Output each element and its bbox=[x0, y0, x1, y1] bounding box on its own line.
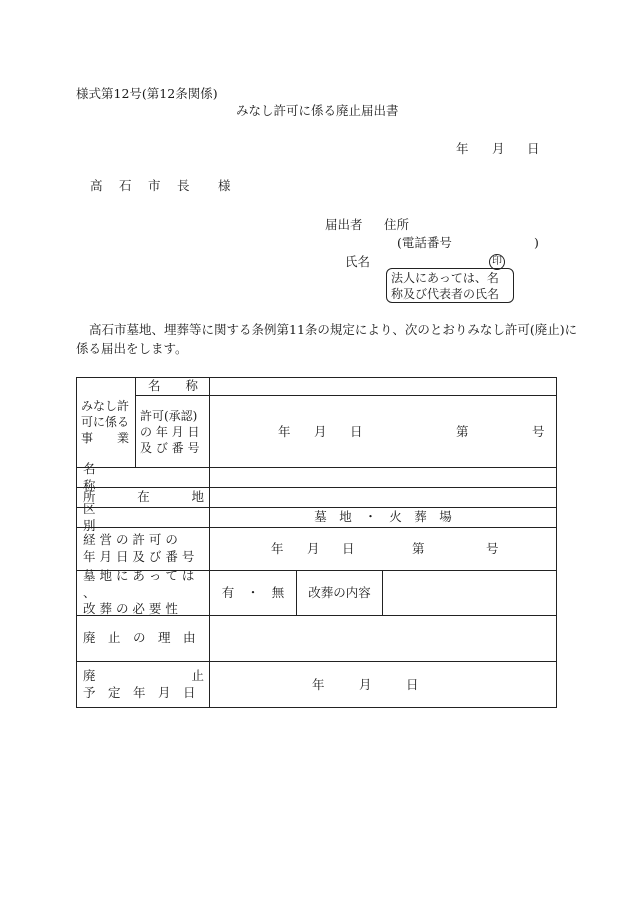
permit-month: 月 bbox=[314, 424, 327, 439]
planned-day: 日 bbox=[406, 677, 419, 692]
body-text-line2: 係る届出をします。 bbox=[76, 341, 188, 356]
management-month: 月 bbox=[307, 541, 320, 556]
management-number-prefix: 第 bbox=[412, 541, 425, 556]
permit-number-suffix: 号 bbox=[532, 424, 545, 439]
notification-table bbox=[76, 377, 557, 708]
corporation-note-line1: 法人にあっては、名 bbox=[391, 271, 499, 285]
reburial-content-value[interactable] bbox=[383, 571, 556, 615]
date-year: 年 bbox=[456, 141, 469, 156]
addressee-honorific: 様 bbox=[218, 178, 231, 193]
name-row-label: 名 称 bbox=[83, 460, 196, 493]
name-label: 氏名 bbox=[345, 254, 371, 269]
date-month: 月 bbox=[492, 141, 505, 156]
phone-close: ) bbox=[534, 235, 539, 250]
reburial-necessity-label: 墓 地 に あ っ て は 、 改 葬 の 必 要 性 bbox=[83, 567, 195, 617]
location-row-value[interactable] bbox=[210, 488, 556, 507]
closure-reason-label: 廃 止 の 理 由 bbox=[83, 630, 196, 646]
reburial-content-label: 改葬の内容 bbox=[308, 584, 371, 600]
sub-name-value[interactable] bbox=[210, 378, 556, 395]
planned-closure-date-label: 廃 止 予 定 年 月 日 bbox=[83, 667, 204, 700]
management-number-suffix: 号 bbox=[486, 541, 499, 556]
name-row-value[interactable] bbox=[210, 468, 556, 487]
location-row-label: 所 在 地 bbox=[83, 489, 204, 505]
approved-business-group-label: みなし許 可に係る 事 業 bbox=[81, 398, 130, 446]
permit-day: 日 bbox=[350, 424, 363, 439]
applicant-label: 届出者 bbox=[325, 217, 363, 232]
planned-month: 月 bbox=[359, 677, 372, 692]
sub-name-label: 名 称 bbox=[147, 378, 198, 394]
permit-number-prefix: 第 bbox=[456, 424, 469, 439]
form-number: 様式第12号(第12条関係) bbox=[76, 86, 218, 101]
management-day: 日 bbox=[342, 541, 355, 556]
management-permit-label: 経 営 の 許 可 の 年 月 日 及 び 番 号 bbox=[83, 532, 195, 564]
reburial-yes-no[interactable]: 有 ・ 無 bbox=[221, 584, 285, 600]
corporation-note-line2: 称及び代表者の氏名 bbox=[391, 287, 500, 301]
management-year: 年 bbox=[271, 541, 284, 556]
type-row-value: 墓 地 ・ 火 葬 場 bbox=[314, 509, 452, 525]
body-text-line1: 高石市墓地、埋葬等に関する条例第11条の規定により、次のとおりみなし許可(廃止)に bbox=[89, 322, 578, 337]
type-row-label: 区 別 bbox=[83, 500, 196, 533]
address-label: 住所 bbox=[384, 217, 410, 232]
date-day: 日 bbox=[527, 141, 540, 156]
sub-permit-label: 許可(承認) の 年 月 日 及 び 番 号 bbox=[140, 408, 200, 456]
phone-open: (電話番号 bbox=[397, 235, 452, 250]
permit-year: 年 bbox=[278, 424, 291, 439]
document-title: みなし許可に係る廃止届出書 bbox=[236, 103, 399, 118]
planned-year: 年 bbox=[312, 677, 325, 692]
seal-mark: 印 bbox=[489, 254, 505, 270]
addressee-name: 高 石 市 長 bbox=[90, 178, 192, 193]
closure-reason-value[interactable] bbox=[210, 616, 556, 661]
